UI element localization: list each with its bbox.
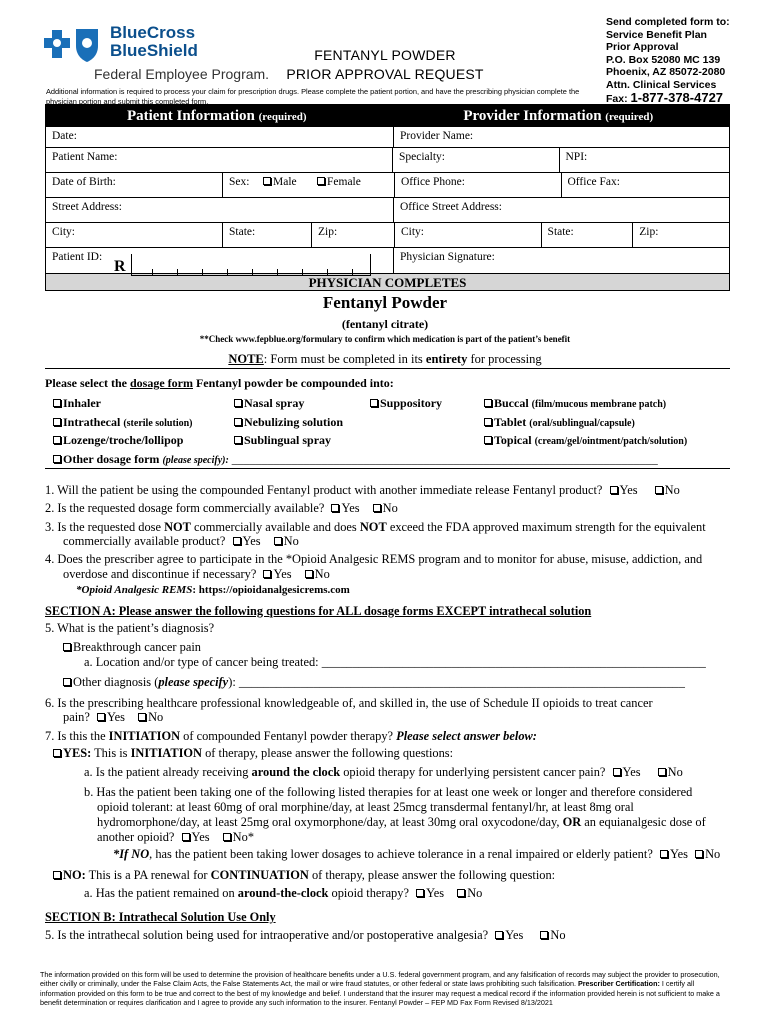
qb5-yes-checkbox[interactable] <box>495 931 503 939</box>
office-fax-field[interactable]: Office Fax: <box>561 173 732 197</box>
question-7b: b. Has the patient been taking one of the following listed therapies for at least one week or longer and therefore considered <box>84 785 693 799</box>
zip-field[interactable]: Zip: <box>311 223 394 247</box>
ifno-yes-checkbox[interactable] <box>660 850 668 858</box>
office-phone-field[interactable]: Office Phone: <box>401 176 465 188</box>
q7b-yes-checkbox[interactable] <box>182 833 190 841</box>
q5-other-diagnosis[interactable]: Other diagnosis (please specify): ________________________________________________________________________ <box>63 675 685 690</box>
question-7a: a. Is the patient already receiving around the clock opioid therapy for underlying persistent cancer pain? Yes No <box>84 765 683 779</box>
question-6: 6. Is the prescribing healthcare professional knowledgeable of, and skilled in, the use of Schedule II opioids to treat cancer <box>45 696 653 710</box>
q5-bcp-option[interactable]: Breakthrough cancer pain <box>63 640 201 655</box>
no-continuation-option[interactable]: NO: This is a PA renewal for CONTINUATION of therapy, please answer the following question: <box>53 868 555 883</box>
street-address-field[interactable]: Street Address: <box>52 201 122 213</box>
divider <box>45 368 730 369</box>
q2-yes-checkbox[interactable] <box>331 504 339 512</box>
send-to-line: Attn. Clinical Services <box>606 78 717 91</box>
section-band <box>46 105 729 127</box>
qb5-no-checkbox[interactable] <box>540 931 548 939</box>
question-6-cont: pain? Yes No <box>63 710 164 724</box>
renew-yes-checkbox[interactable] <box>416 889 424 897</box>
patient-id-field[interactable]: Patient ID: R <box>46 248 393 273</box>
question-2: 2. Is the requested dosage form commercially available? Yes No <box>45 501 398 515</box>
provider-info-heading: Provider Information (required) <box>463 108 654 124</box>
office-zip-field[interactable]: Zip: <box>632 223 731 247</box>
inhaler-option[interactable]: Inhaler <box>53 396 101 411</box>
id-prefix: R <box>114 258 126 275</box>
tablet-option[interactable]: Tablet (oral/sublingual/capsule) <box>484 415 635 430</box>
nasal-spray-option[interactable]: Nasal spray <box>234 396 304 411</box>
question-5: 5. What is the patient’s diagnosis? <box>45 621 215 635</box>
npi-field[interactable]: NPI: <box>559 148 730 172</box>
logo-program: Federal Employee Program. <box>94 66 270 82</box>
male-checkbox[interactable] <box>263 177 271 185</box>
completion-note: NOTE: Form must be completed in its entirety for processing <box>228 352 542 366</box>
formulary-note: **Check www.fepblue.org/formulary to confirm which medication is part of the patient’s benefit <box>199 334 571 344</box>
renew-no-checkbox[interactable] <box>457 889 465 897</box>
q1-no-checkbox[interactable] <box>655 486 663 494</box>
question-3-cont: commercially available product? Yes No <box>63 534 299 548</box>
intrathecal-option[interactable]: Intrathecal (sterile solution) <box>53 415 192 430</box>
yes-initiation-option[interactable]: YES: This is INITIATION of therapy, please answer the following questions: <box>53 746 453 761</box>
if-no-question: *If NO, has the patient been taking lower dosages to achieve tolerance in a renal impaired or elderly patient? Yes No <box>113 847 721 861</box>
send-to-line: Send completed form to: <box>606 16 730 28</box>
form-subtitle: PRIOR APPROVAL REQUEST <box>286 66 484 82</box>
section-b-question: 5. Is the intrathecal solution being used for intraoperative and/or postoperative analgesia? Yes No <box>45 928 566 942</box>
female-checkbox[interactable] <box>317 177 325 185</box>
topical-option[interactable]: Topical (cream/gel/ointment/patch/solution) <box>484 433 687 448</box>
q5-cancer-location[interactable]: a. Location and/or type of cancer being treated: ______________________________________________________________ <box>84 655 706 669</box>
buccal-option[interactable]: Buccal (film/mucous membrane patch) <box>484 396 666 411</box>
drug-generic: (fentanyl citrate) <box>341 317 429 331</box>
office-state-field[interactable]: State: <box>541 223 633 247</box>
other-dosage-option[interactable]: Other dosage form (please specify): _______________________________________________________________________ <box>53 452 658 467</box>
office-city-field[interactable]: City: <box>401 226 425 238</box>
question-4-cont: overdose and discontinue if necessary? Yes No <box>63 567 330 581</box>
sex-field: Sex: Male Female <box>222 173 394 197</box>
q7a-yes-checkbox[interactable] <box>613 768 621 776</box>
physician-signature-field[interactable]: Physician Signature: <box>399 251 495 263</box>
section-a-heading: SECTION A: Please answer the following questions for ALL dosage forms EXCEPT intrathecal solution <box>45 604 592 618</box>
city-field[interactable]: City: <box>52 226 76 238</box>
question-7: 7. Is this the INITIATION of compounded Fentanyl powder therapy? Please select answer below: <box>45 729 537 743</box>
sublingual-option[interactable]: Sublingual spray <box>234 433 331 448</box>
specialty-field[interactable]: Specialty: <box>399 151 445 163</box>
question-3: 3. Is the requested dose NOT commercially available and does NOT exceed the FDA approved maximum strength for the equivalent <box>45 520 706 534</box>
patient-name-field[interactable]: Patient Name: <box>52 151 118 163</box>
send-to-line: P.O. Box 52080 MC 139 <box>606 53 721 66</box>
send-to-line: Phoenix, AZ 85072-2080 <box>606 66 726 79</box>
lozenge-option[interactable]: Lozenge/troche/lollipop <box>53 433 183 448</box>
dob-field[interactable]: Date of Birth: <box>52 176 116 188</box>
drug-name: Fentanyl Powder <box>322 293 448 312</box>
office-street-field[interactable]: Office Street Address: <box>399 201 502 213</box>
rems-link[interactable]: *Opioid Analgesic REMS: https://opioidanalgesicrems.com <box>76 584 350 596</box>
q3-no-checkbox[interactable] <box>274 537 282 545</box>
q6-yes-checkbox[interactable] <box>97 713 105 721</box>
info-table <box>45 104 730 291</box>
instructions: Additional information is required to process your claim for prescription drugs. Please complete the patient portion, and have the prescribing physician complete the physician portion and submit this completed form. <box>46 87 580 106</box>
form-title: FENTANYL POWDER <box>314 47 456 63</box>
ifno-no-checkbox[interactable] <box>695 850 703 858</box>
section-b-heading: SECTION B: Intrathecal Solution Use Only <box>45 910 276 924</box>
q4-yes-checkbox[interactable] <box>263 570 271 578</box>
divider <box>45 468 730 469</box>
footer-disclaimer: The information provided on this form will be used to determine the provision of healthcare benefits under a U.S. federal government program, and any falsification of records may subject the provider to prosecution, either civilly or criminally, under the False Claim Acts, the False Statements Act, the mail or wire fraud statutes, or other federal or state laws prohibiting such falsification. Prescriber Certification: I certify all information provided on this form to be true and correct to the best of my knowledge and belief. I understand that the insurer may request a medical record if the information provided herein is not sufficient to make a benefit determination or requires clarification and I agree to provide any such information to the insurer. Fentanyl Powder – FEP MD Fax Form Revised 8/13/2021 <box>40 970 720 1007</box>
renewal-question: a. Has the patient remained on around-the-clock opioid therapy? Yes No <box>84 886 483 900</box>
date-field[interactable]: Date: <box>52 130 77 142</box>
q7b-no-checkbox[interactable] <box>223 833 231 841</box>
q6-no-checkbox[interactable] <box>138 713 146 721</box>
fax-line: Fax: 1-877-378-4727 <box>606 89 724 105</box>
q4-no-checkbox[interactable] <box>305 570 313 578</box>
dosage-prompt: Please select the dosage form Fentanyl powder be compounded into: <box>45 376 394 390</box>
logo-wordmark: BlueCross BlueShield <box>110 23 198 60</box>
send-to-line: Prior Approval <box>606 41 679 54</box>
nebulizing-option[interactable]: Nebulizing solution <box>234 415 343 430</box>
provider-name-field[interactable]: Provider Name: <box>399 130 474 142</box>
cross-shield-icon <box>42 26 104 64</box>
bcbs-logo <box>42 24 282 84</box>
suppository-option[interactable]: Suppository <box>370 396 442 411</box>
q3-yes-checkbox[interactable] <box>233 537 241 545</box>
question-7b-line3: hydromorphone/day, at least 25mg oral oxymorphone/day, at least 30mg oral oxycodone/day, OR an equianalgesic dose of <box>97 815 706 829</box>
send-to-address <box>606 16 730 105</box>
q1-yes-checkbox[interactable] <box>610 486 618 494</box>
question-1: 1. Will the patient be using the compounded Fentanyl product with another immediate release Fentanyl product? Yes No <box>45 483 680 497</box>
patient-id-boxes[interactable] <box>114 254 371 276</box>
physician-completes-band: PHYSICIAN COMPLETES <box>46 273 729 290</box>
question-7b-line2: opioid tolerant: at least 60mg of oral morphine/day, at least 25mcg transdermal fentanyl/hr, at least 8mg oral <box>97 800 634 814</box>
send-to-line: Service Benefit Plan <box>606 28 707 41</box>
patient-info-heading: Patient Information (required) <box>126 108 307 124</box>
question-7b-line4: another opioid? Yes No* <box>97 830 255 844</box>
q7a-no-checkbox[interactable] <box>658 768 666 776</box>
question-4: 4. Does the prescriber agree to participate in the *Opioid Analgesic REMS program and to monitor for abuse, misuse, addiction, and <box>45 552 703 566</box>
q2-no-checkbox[interactable] <box>373 504 381 512</box>
state-field[interactable]: State: <box>222 223 311 247</box>
